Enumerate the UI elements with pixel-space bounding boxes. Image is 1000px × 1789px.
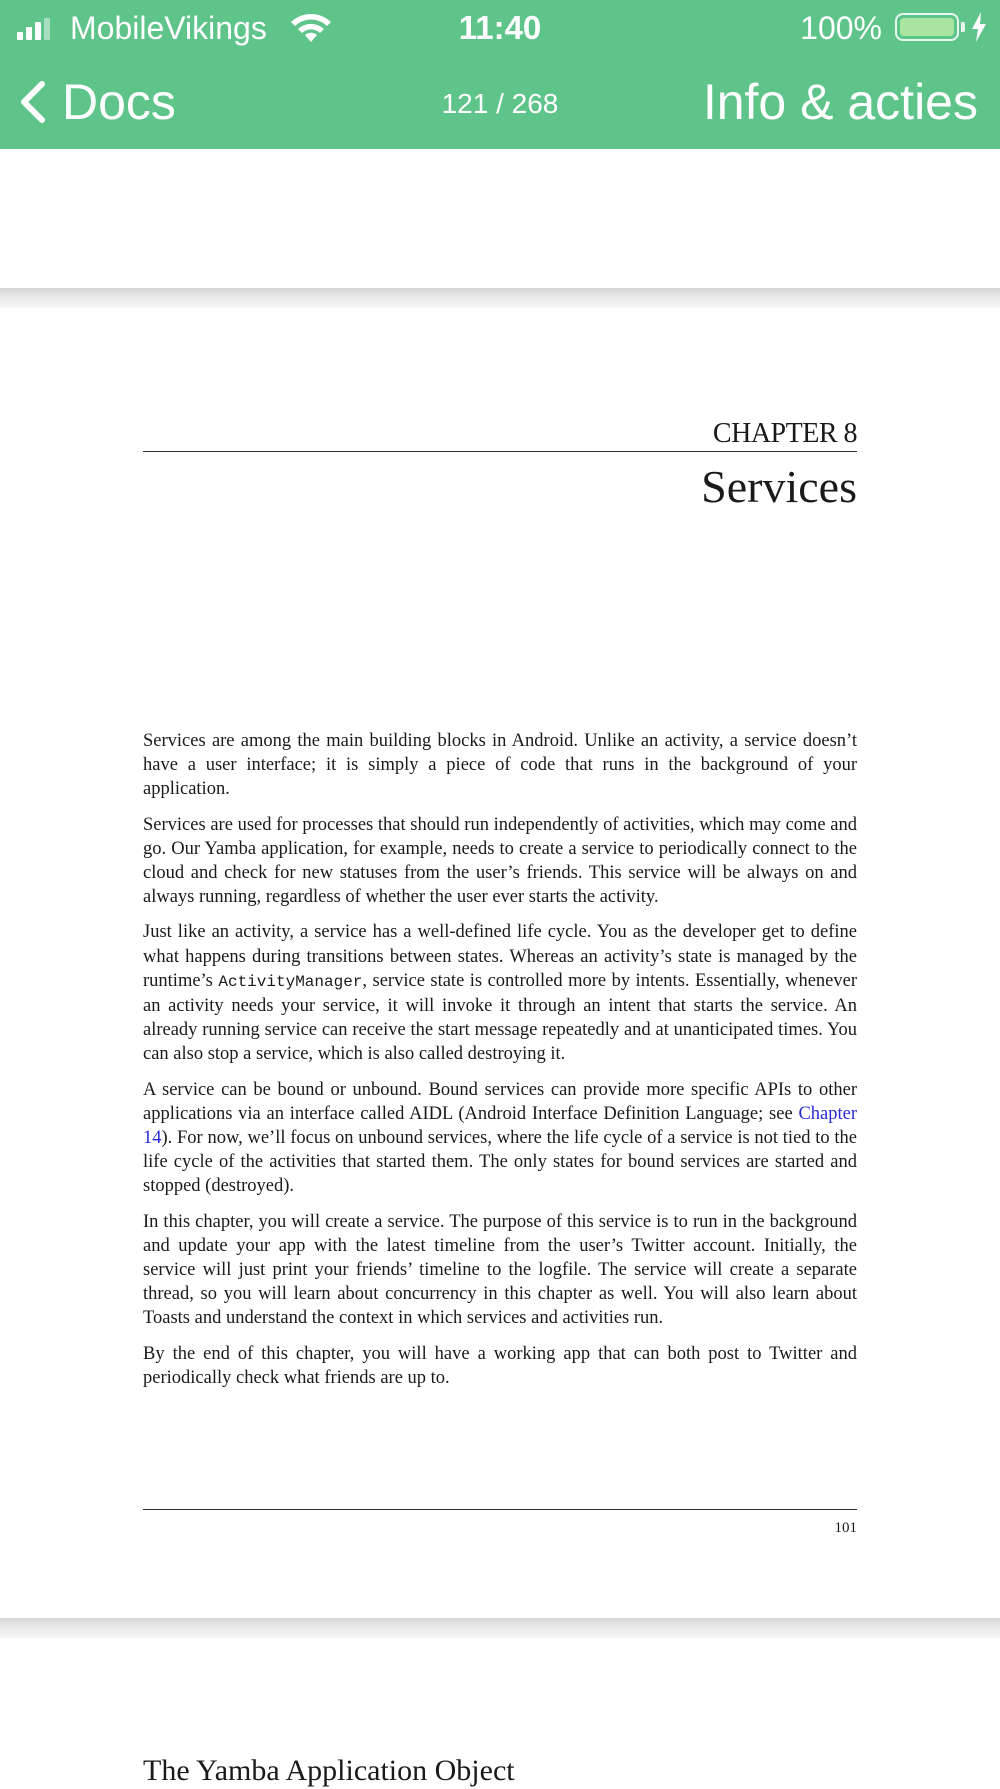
chevron-left-icon	[18, 81, 48, 123]
status-time: 11:40	[458, 9, 542, 46]
chapter-link[interactable]: Chapter 14	[143, 1103, 857, 1149]
info-actions-button[interactable]: Info & acties	[702, 74, 978, 130]
paragraph: Services are among the main building blocks in Android. Unlike an activity, a service doesn’t have a user interface; it is simply a piece of code that runs in the background of your application.	[143, 731, 857, 800]
battery-percent: 100%	[800, 10, 882, 46]
footer-rule	[143, 1509, 857, 1510]
chapter-body	[143, 729, 857, 1401]
chapter-rule	[143, 451, 857, 452]
paragraph-text: , service state is controlled more by intents. Essentially, whenever an activity needs your service, it will invoke it through an intent that starts the service. An already running service can receive the start message repeatedly and at unanticipated times. You can also stop a service, which is also called destroying it.	[143, 970, 857, 1065]
paragraph-text: Just like an activity, a service has a well-defined life cycle. You as the developer get to define what happens during transitions between states. Whereas an activity’s state is managed by the runtime’s	[143, 922, 857, 991]
app-header	[0, 0, 1000, 149]
status-bar	[0, 0, 1000, 56]
battery-icon	[895, 13, 959, 41]
navigation-bar	[0, 56, 1000, 149]
back-button-label: Docs	[62, 74, 176, 130]
document-page	[143, 149, 857, 1618]
paragraph-text: ). For now, we’ll focus on unbound services, where the life cycle of a service is not tied to the life cycle of the activities that started them. The only states for bound services are started and stopped (destroyed).	[143, 1128, 857, 1197]
battery-level-fill	[900, 18, 954, 36]
paragraph: By the end of this chapter, you will have a working app that can both post to Twitter and periodically check what friends are up to.	[143, 1343, 857, 1388]
inline-code: ActivityManager	[218, 972, 363, 991]
next-page-heading: The Yamba Application Object	[143, 1754, 515, 1787]
back-button[interactable]	[18, 72, 176, 132]
paragraph: In this chapter, you will create a service. The purpose of this service is to run in the background and update your app with the latest timeline from the user’s Twitter account. Initially, the service will just print your friends’ timeline to the logfile. The service will create a separate thread, so you will learn about concurrency in this chapter as well. You will also learn about Toasts and understand the context in which services and activities run.	[143, 1211, 857, 1329]
chapter-label: CHAPTER 8	[712, 418, 857, 449]
carrier-name: MobileVikings	[70, 10, 267, 46]
battery-cap	[961, 22, 965, 32]
page-counter: 121 / 268	[441, 88, 559, 119]
paragraph	[143, 1078, 857, 1199]
chapter-title: Services	[701, 461, 857, 512]
paragraph	[143, 920, 857, 1066]
paragraph-text: A service can be bound or unbound. Bound services can provide more specific APIs to other applications via an interface called AIDL (Android Interface Definition Language; see	[143, 1079, 857, 1124]
page-number: 101	[834, 1520, 857, 1536]
page-separator	[0, 1618, 1000, 1638]
paragraph: Services are used for processes that should run independently of activities, which may come and go. Our Yamba application, for example, needs to create a service to periodically connect to the cloud and check for new statuses from the user’s friends. This service will be always on and always running, regardless of whether the user ever starts the activity.	[143, 814, 857, 908]
document-viewer[interactable]	[0, 149, 1000, 1787]
charging-bolt-icon	[970, 12, 988, 42]
